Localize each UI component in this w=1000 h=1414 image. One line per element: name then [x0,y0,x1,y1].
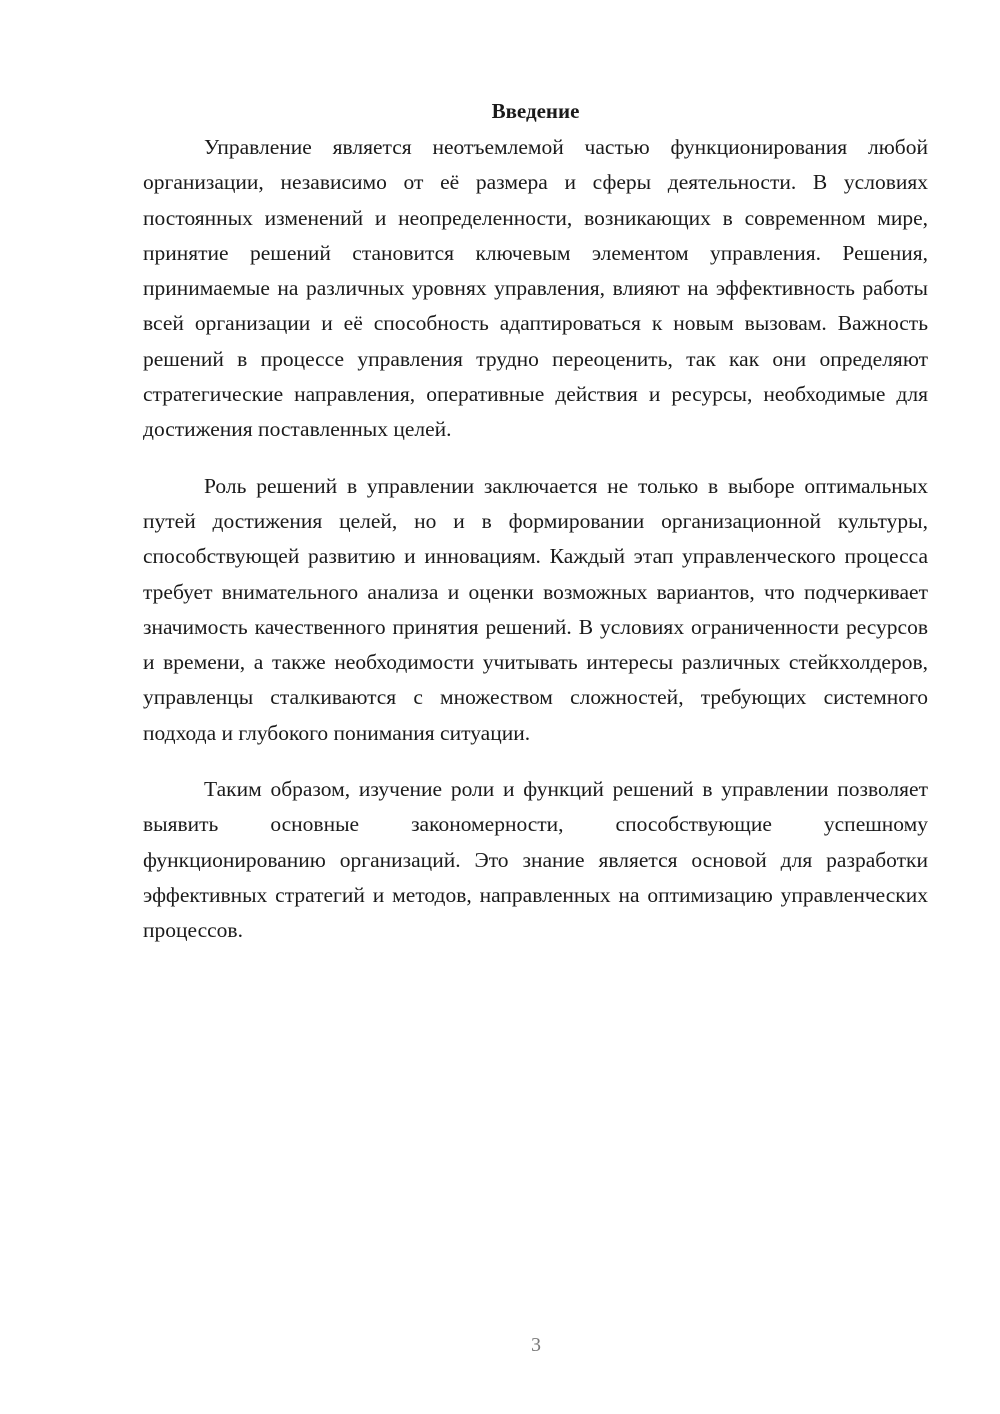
page-title: Введение [491,99,580,123]
page-content [143,96,928,949]
paragraph-1: Управление является неотъемлемой частью функционирования любой организации, независимо от её размера и сферы деятельности. В условиях постоянных изменений и неопределенности, возникающих в современном мире, принятие решений становится ключевым элементом управления. Решения, принимаемые на различных уровнях управления, влияют на эффективность работы всей организации и её способность адаптироваться к новым вызовам. Важность решений в процессе управления трудно переоценить, так как они определяют стратегические направления, оперативные действия и ресурсы, необходимые для достижения поставленных целей. [143,135,928,442]
paragraph-2: Роль решений в управлении заключается не только в выборе оптимальных путей достижения целей, но и в формировании организационной культуры, способствующей развитию и инновациям. Каждый этап управленческого процесса требует внимательного анализа и оценки возможных вариантов, что подчеркивает значимость качественного принятия решений. В условиях ограниченности ресурсов и времени, а также необходимости учитывать интересы различных стейкхолдеров, управленцы сталкиваются с множеством сложностей, требующих системного подхода и глубокого понимания ситуации. [143,473,928,745]
page-number: 3 [531,1334,541,1356]
paragraph-3: Таким образом, изучение роли и функций решений в управлении позволяет выявить основные закономерности, способствующие успешному функционированию организаций. Это знание является основой для разработки эффективных стратегий и методов, направленных на оптимизацию управленческих процессов. [143,777,928,943]
